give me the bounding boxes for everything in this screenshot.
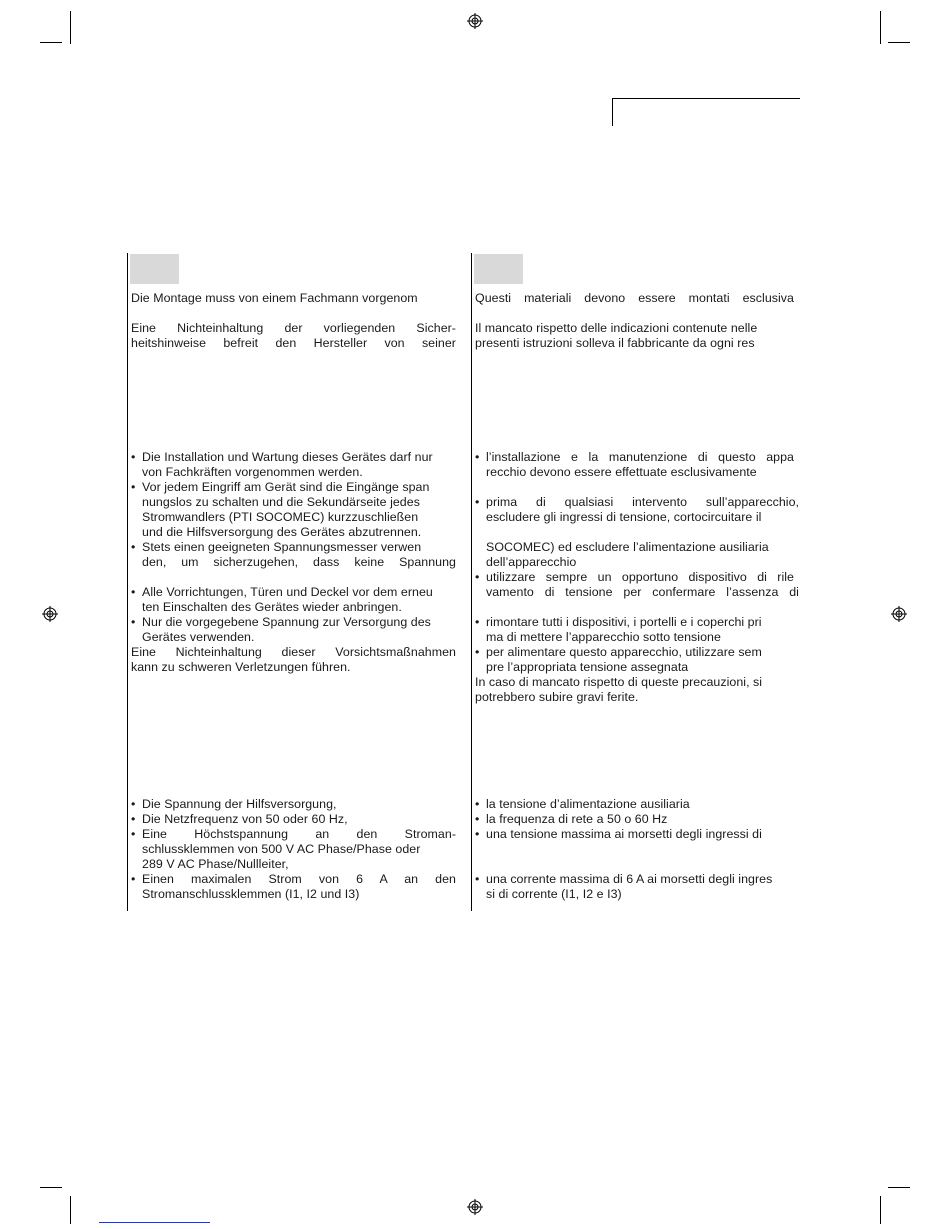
language-box-italian bbox=[474, 254, 523, 284]
bullet-marker: • bbox=[131, 797, 136, 811]
italian-safety-bullet: dell’apparecchio bbox=[486, 555, 577, 569]
bullet-marker: • bbox=[131, 812, 136, 826]
registration-mark-icon bbox=[42, 606, 58, 622]
bullet-marker: • bbox=[475, 827, 480, 841]
column-rule-left bbox=[127, 253, 128, 911]
german-warning: kann zu schweren Verletzungen führen. bbox=[131, 660, 351, 674]
bullet-marker: • bbox=[475, 615, 480, 629]
german-disclaimer-line: heitshinweise befreit den Hersteller von seiner bbox=[131, 336, 456, 350]
italian-disclaimer-line: presenti istruzioni solleva il fabbricante da ogni res bbox=[475, 336, 755, 350]
italian-safety-bullet: utilizzare sempre un opportuno dispositivo di rile bbox=[486, 570, 794, 584]
bullet-marker: • bbox=[131, 480, 136, 494]
crop-mark-top-left-h bbox=[40, 42, 62, 43]
bullet-marker: • bbox=[475, 450, 480, 464]
italian-safety-bullet: escludere gli ingressi di tensione, cortocircuitare il bbox=[486, 510, 762, 524]
footer-rule bbox=[99, 1222, 210, 1223]
bullet-marker: • bbox=[475, 570, 480, 584]
bullet-marker: • bbox=[131, 615, 136, 629]
italian-safety-bullet: l’installazione e la manutenzione di questo appa bbox=[486, 450, 794, 464]
bullet-marker: • bbox=[475, 872, 480, 886]
german-safety-bullet: Vor jedem Eingriff am Gerät sind die Eingänge span bbox=[142, 480, 430, 494]
german-safety-bullet: Die Installation und Wartung dieses Gerätes darf nur bbox=[142, 450, 433, 464]
bullet-marker: • bbox=[131, 450, 136, 464]
bullet-marker: • bbox=[475, 495, 480, 509]
german-check-bullet: Eine Höchstspannung an den Stroman- bbox=[142, 827, 456, 841]
german-safety-bullet: den, um sicherzugehen, dass keine Spannung bbox=[142, 555, 456, 569]
italian-check-bullet: la tensione d’alimentazione ausiliaria bbox=[486, 797, 690, 811]
registration-mark-icon bbox=[891, 606, 907, 622]
german-safety-bullet: Stromwandlers (PTI SOCOMEC) kurzzuschließen bbox=[142, 510, 419, 524]
german-safety-bullet: von Fachkräften vorgenommen werden. bbox=[142, 465, 363, 479]
bullet-marker: • bbox=[131, 827, 136, 841]
italian-check-bullet: la frequenza di rete a 50 o 60 Hz bbox=[486, 812, 668, 826]
crop-mark-bottom-right-h bbox=[888, 1187, 910, 1188]
bullet-marker: • bbox=[475, 797, 480, 811]
italian-check-bullet: una corrente massima di 6 A ai morsetti degli ingres bbox=[486, 872, 773, 886]
german-intro: Die Montage muss von einem Fachmann vorgenom bbox=[131, 291, 418, 305]
german-check-bullet: schlussklemmen von 500 V AC Phase/Phase oder bbox=[142, 842, 421, 856]
italian-safety-bullet: rimontare tutti i dispositivi, i portelli e i coperchi pri bbox=[486, 615, 762, 629]
german-warning: Eine Nichteinhaltung dieser Vorsichtsmaßnahmen bbox=[131, 645, 456, 659]
german-check-bullet: Stromanschlussklemmen (I1, I2 und I3) bbox=[142, 887, 360, 901]
italian-safety-bullet: per alimentare questo apparecchio, utilizzare sem bbox=[486, 645, 762, 659]
bullet-marker: • bbox=[475, 645, 480, 659]
german-check-bullet: Einen maximalen Strom von 6 A an den bbox=[142, 872, 456, 886]
german-safety-bullet: nungslos zu schalten und die Sekundärseite jedes bbox=[142, 495, 420, 509]
crop-mark-top-left-v bbox=[70, 11, 71, 44]
italian-warning: In caso di mancato rispetto di queste precauzioni, si bbox=[475, 675, 763, 689]
crop-mark-top-right-v bbox=[880, 11, 881, 44]
crop-mark-top-right-h bbox=[888, 42, 910, 43]
italian-safety-bullet: SOCOMEC) ed escludere l’alimentazione ausiliaria bbox=[486, 540, 769, 554]
header-tab-border bbox=[612, 98, 613, 126]
italian-warning: potrebbero subire gravi ferite. bbox=[475, 690, 639, 704]
german-safety-bullet: Nur die vorgegebene Spannung zur Versorgung des bbox=[142, 615, 431, 629]
header-tab-border bbox=[612, 98, 800, 99]
registration-mark-icon bbox=[467, 1199, 483, 1215]
crop-mark-bottom-right-v bbox=[880, 1196, 881, 1224]
column-rule-right bbox=[471, 253, 472, 911]
bullet-marker: • bbox=[475, 812, 480, 826]
italian-safety-bullet: recchio devono essere effettuate esclusivamente bbox=[486, 465, 757, 479]
german-check-bullet: Die Spannung der Hilfsversorgung, bbox=[142, 797, 337, 811]
german-safety-bullet: Stets einen geeigneten Spannungsmesser verwen bbox=[142, 540, 422, 554]
italian-safety-bullet: vamento di tensione per confermare l’assenza di bbox=[486, 585, 799, 599]
german-safety-bullet: Gerätes verwenden. bbox=[142, 630, 255, 644]
german-safety-bullet: Alle Vorrichtungen, Türen und Deckel vor dem erneu bbox=[142, 585, 433, 599]
registration-mark-icon bbox=[467, 13, 483, 29]
german-safety-bullet: ten Einschalten des Gerätes wieder anbringen. bbox=[142, 600, 402, 614]
italian-safety-bullet: ma di mettere l’apparecchio sotto tensione bbox=[486, 630, 721, 644]
german-check-bullet: 289 V AC Phase/Nullleiter, bbox=[142, 857, 289, 871]
italian-check-bullet: si di corrente (I1, I2 e I3) bbox=[486, 887, 622, 901]
german-disclaimer-line: Eine Nichteinhaltung der vorliegenden Sicher- bbox=[131, 321, 456, 335]
german-safety-bullet: und die Hilfsversorgung des Gerätes abzutrennen. bbox=[142, 525, 422, 539]
bullet-marker: • bbox=[131, 872, 136, 886]
bullet-marker: • bbox=[131, 540, 136, 554]
crop-mark-bottom-left-v bbox=[70, 1196, 71, 1224]
italian-disclaimer-line: Il mancato rispetto delle indicazioni contenute nelle bbox=[475, 321, 758, 335]
german-check-bullet: Die Netzfrequenz von 50 oder 60 Hz, bbox=[142, 812, 348, 826]
crop-mark-bottom-left-h bbox=[40, 1187, 62, 1188]
italian-intro: Questi materiali devono essere montati esclusiva bbox=[475, 291, 794, 305]
italian-safety-bullet: pre l’appropriata tensione assegnata bbox=[486, 660, 689, 674]
italian-check-bullet: una tensione massima ai morsetti degli ingressi di bbox=[486, 827, 762, 841]
bullet-marker: • bbox=[131, 585, 136, 599]
language-box-german bbox=[130, 254, 179, 284]
italian-safety-bullet: prima di qualsiasi intervento sull’apparecchio, bbox=[486, 495, 799, 509]
